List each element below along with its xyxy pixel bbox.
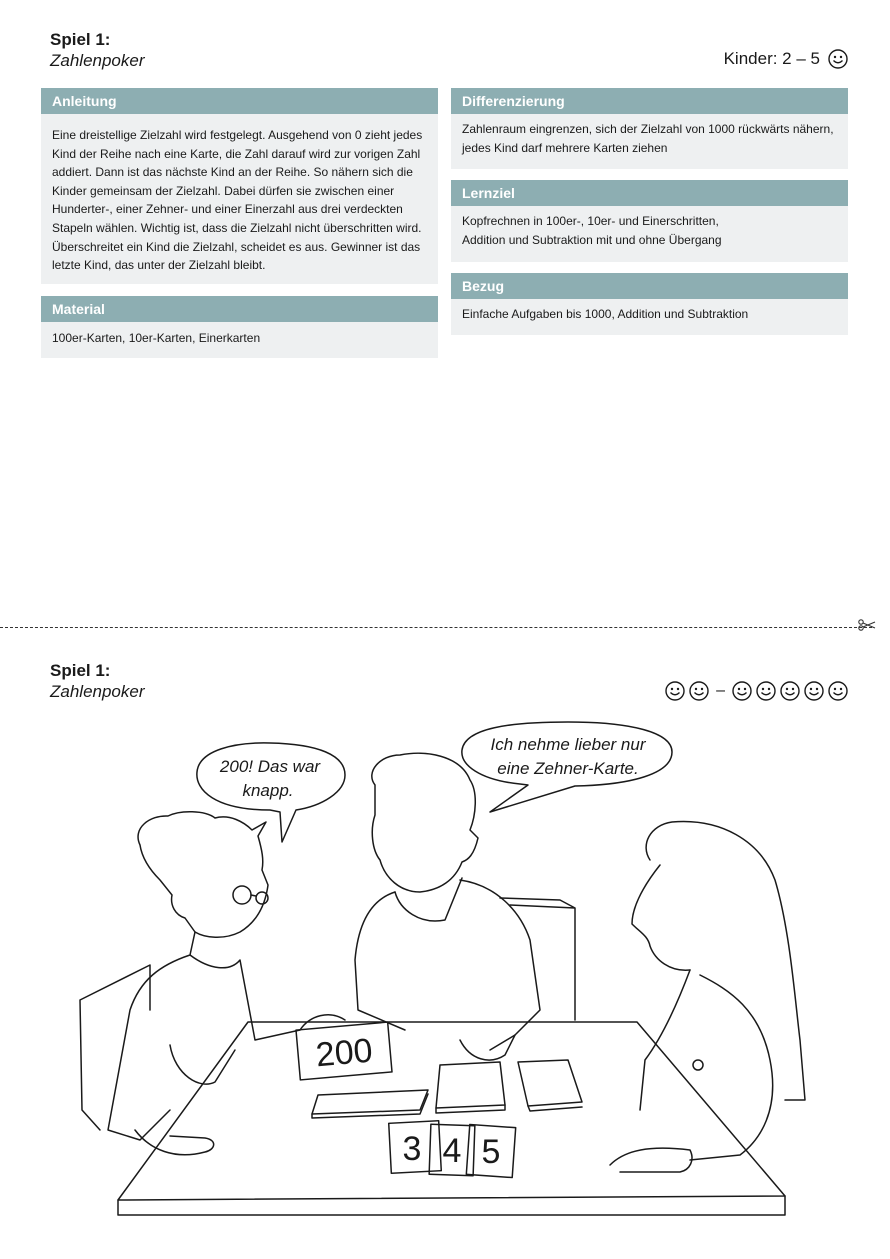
smiley-icon xyxy=(732,681,752,701)
left-boy xyxy=(108,812,345,1155)
lernziel-box xyxy=(451,180,848,262)
lernziel-header: Lernziel xyxy=(451,180,848,206)
lernziel-line: Addition und Subtraktion mit und ohne Übergang xyxy=(462,232,722,247)
anleitung-body xyxy=(41,114,438,285)
differenzierung-header: Differenzierung xyxy=(451,88,848,114)
game-label: Spiel 1: xyxy=(50,30,111,49)
bottom-game-label: Spiel 1: xyxy=(50,661,111,680)
middle-boy xyxy=(355,753,540,1060)
smiley-icon xyxy=(689,681,709,701)
anleitung-line: letzte Kind, das unter der Zielzahl bleibt. xyxy=(52,258,266,273)
card-digit-4: 4 xyxy=(442,1132,462,1170)
smiley-icon xyxy=(804,681,824,701)
bezug-box xyxy=(451,273,848,335)
bezug-header: Bezug xyxy=(451,273,848,299)
lernziel-body xyxy=(451,206,848,259)
players-label: Kinder: 2 – 5 xyxy=(723,49,820,68)
smiley-icon xyxy=(828,681,848,701)
bubble-left-line-2: knapp. xyxy=(242,781,294,800)
material-box xyxy=(41,296,438,358)
anleitung-line: Eine dreistellige Zielzahl wird festgelegt. Ausgehend von 0 zieht jedes xyxy=(52,128,423,142)
difficulty-rating xyxy=(665,681,848,701)
chair-back xyxy=(500,898,575,1020)
anleitung-header: Anleitung xyxy=(41,88,438,114)
differenzierung-line: Zahlenraum eingrenzen, sich der Zielzahl von 1000 rückwärts nähern, xyxy=(462,122,834,136)
smiley-icon xyxy=(828,49,848,69)
smiley-icon xyxy=(756,681,776,701)
anleitung-line: Hunderter-, einer Zehner- und einer Einerzahl aus drei verdeckten xyxy=(52,202,403,217)
right-girl xyxy=(610,822,805,1172)
players-count xyxy=(724,49,848,69)
card-stack-ones xyxy=(518,1060,582,1111)
table xyxy=(118,1022,785,1200)
held-card-label: 200 xyxy=(314,1031,375,1075)
bezug-text: Einfache Aufgaben bis 1000, Addition und Subtraktion xyxy=(462,307,749,321)
bubble-right-line-1: Ich nehme lieber nur xyxy=(490,735,646,754)
differenzierung-line: jedes Kind darf mehrere Karten ziehen xyxy=(462,140,668,155)
card-digit-5: 5 xyxy=(481,1133,501,1171)
bottom-title-block xyxy=(50,660,145,702)
anleitung-line: Stapeln wählen. Wichtig ist, dass die Zielzahl nicht überschritten wird. xyxy=(52,220,422,235)
game-name: Zahlenpoker xyxy=(50,51,145,70)
anleitung-line: addiert. Dann ist das nächste Kind an der Reihe. So nähern sich die xyxy=(52,165,413,180)
lernziel-line: Kopfrechnen in 100er-, 10er- und Einerschritten, xyxy=(462,214,719,228)
card-stack-tens xyxy=(436,1062,505,1113)
children-playing-illustration xyxy=(0,710,890,1255)
smiley-icon xyxy=(665,681,685,701)
anleitung-line: Überschreitet ein Kind die Zielzahl, scheidet es aus. Gewinner ist das xyxy=(52,239,421,254)
differenzierung-body xyxy=(451,114,848,167)
material-header: Material xyxy=(41,296,438,322)
top-title-block xyxy=(50,29,145,71)
anleitung-box xyxy=(41,88,438,284)
bubble-right-line-2: eine Zehner-Karte. xyxy=(497,759,639,778)
material-text: 100er-Karten, 10er-Karten, Einerkarten xyxy=(52,331,261,345)
anleitung-line: Kind der Reihe nach eine Karte, die Zahl darauf wird zur vorigen Zahl xyxy=(52,146,421,161)
anleitung-line: Kinder gemeinsam der Zielzahl. Dabei dürfen sie zwischen einer xyxy=(52,183,395,198)
scissors-icon xyxy=(858,619,876,631)
card-digit-3: 3 xyxy=(402,1130,422,1168)
smiley-icon xyxy=(780,681,800,701)
cut-line xyxy=(0,627,872,628)
range-dash: – xyxy=(716,682,725,699)
card-stack-hundreds xyxy=(312,1090,428,1118)
bottom-game-name: Zahlenpoker xyxy=(50,682,145,701)
differenzierung-box xyxy=(451,88,848,169)
bubble-left-line-1: 200! Das war xyxy=(219,757,321,776)
